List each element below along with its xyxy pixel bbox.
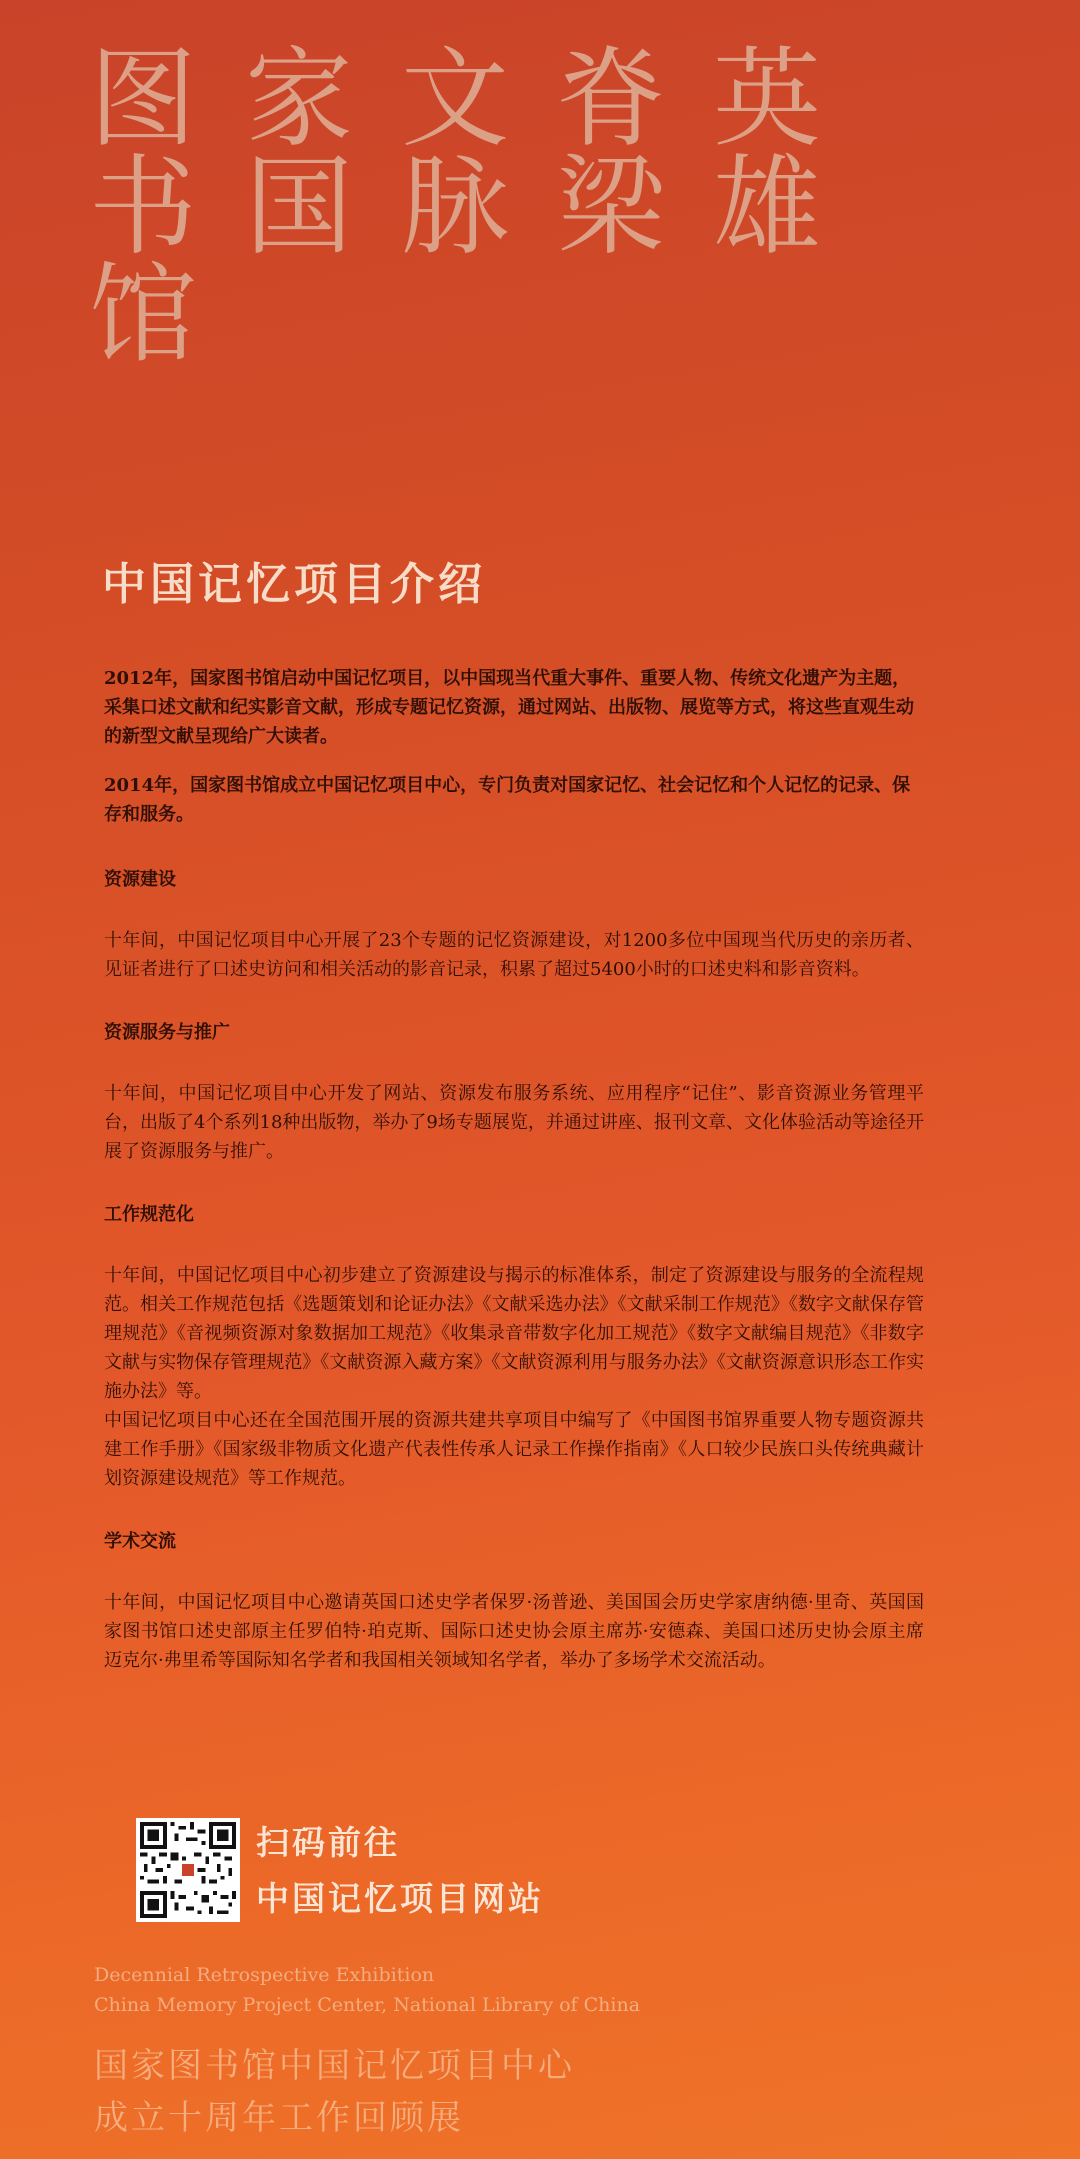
hero-char: 梁 [556,145,665,270]
qr-code-icon [140,1822,236,1918]
footer-english-line: Decennial Retrospective Exhibition [94,1964,435,1986]
section-body [104,1588,924,1675]
section-paragraph: 十年间，中国记忆项目中心邀请英国口述史学者保罗·汤普逊、美国国会历史学家唐纳德·里奇、英国国家图书馆口述史部原主任罗伯特·珀克斯、国际口述史协会原主席苏·安德森、美国口述历史协会原主席迈克尔·弗里希等国际知名学者和我国相关领域知名学者，举办了多场学术交流活动。 [104,1592,924,1671]
hero-char: 脉 [400,145,509,270]
section-body [104,1079,924,1166]
hero-calligraphy [68,37,848,378]
section-paragraph: 中国记忆项目中心还在全国范围开展的资源共建共享项目中编写了《中国图书馆界重要人物专题资源共建工作手册》《国家级非物质文化遗产代表性传承人记录工作操作指南》《人口较少民族口头传统典藏计划资源建设规范》等工作规范。 [104,1410,924,1489]
footer-english [94,1960,640,2020]
section-body [104,1261,924,1493]
section-heading-resource-building: 资源建设 [104,869,176,890]
section-heading-academic-exchange: 学术交流 [104,1531,176,1552]
qr-code-image[interactable] [136,1818,240,1922]
hero-char: 雄 [712,145,821,270]
hero-char: 书 [88,145,197,270]
footer-chinese [94,2040,575,2144]
section-heading-service-promotion: 资源服务与推广 [104,1022,230,1043]
qr-caption-line: 中国记忆项目网站 [256,1879,544,1918]
footer-chinese-line: 国家图书馆中国记忆项目中心 [94,2046,575,2086]
hero-char: 国 [244,145,353,270]
section-heading-standardization: 工作规范化 [104,1204,194,1225]
hero-char: 英 [712,37,821,162]
article-body [104,664,924,1709]
footer-chinese-line: 成立十周年工作回顾展 [94,2098,464,2138]
section-paragraph: 十年间，中国记忆项目中心开展了23个专题的记忆资源建设，对1200多位中国现当代历史的亲历者、见证者进行了口述史访问和相关活动的影音记录，积累了超过5400小时的口述史料和影音资料。 [104,930,924,980]
section-paragraph: 十年间，中国记忆项目中心初步建立了资源建设与揭示的标准体系，制定了资源建设与服务的全流程规范。相关工作规范包括《选题策划和论证办法》《文献采选办法》《文献采制工作规范》《数字文献保存管理规范》《音视频资源对象数据加工规范》《收集录音带数字化加工规范》《数字文献编目规范》《非数字文献与实物保存管理规范》《文献资源入藏方案》《文献资源利用与服务办法》《文献资源意识形态工作实施办法》等。 [104,1265,924,1402]
hero-char: 家 [244,37,353,162]
hero-char: 文 [400,37,509,162]
hero-char: 馆 [88,253,197,378]
intro-paragraph: 2012年，国家图书馆启动中国记忆项目，以中国现当代重大事件、重要人物、传统文化遗产为主题，采集口述文献和纪实影音文献，形成专题记忆资源，通过网站、出版物、展览等方式，将这些直观生动的新型文献呈现给广大读者。 [104,668,914,747]
qr-caption-line: 扫码前往 [256,1823,400,1862]
section-paragraph: 十年间，中国记忆项目中心开发了网站、资源发布服务系统、应用程序“记住”、影音资源业务管理平台，出版了4个系列18种出版物，举办了9场专题展览，并通过讲座、报刊文章、文化体验活动等途径开展了资源服务与推广。 [104,1083,924,1162]
hero-char: 图 [88,37,197,162]
section-body [104,926,924,984]
page-title: 中国记忆项目介绍 [102,559,486,610]
hero-char: 脊 [556,37,665,162]
footer-english-line: China Memory Project Center, National Library of China [94,1994,641,2016]
qr-caption [256,1815,544,1927]
intro-paragraph: 2014年，国家图书馆成立中国记忆项目中心，专门负责对国家记忆、社会记忆和个人记忆的记录、保存和服务。 [104,775,911,825]
